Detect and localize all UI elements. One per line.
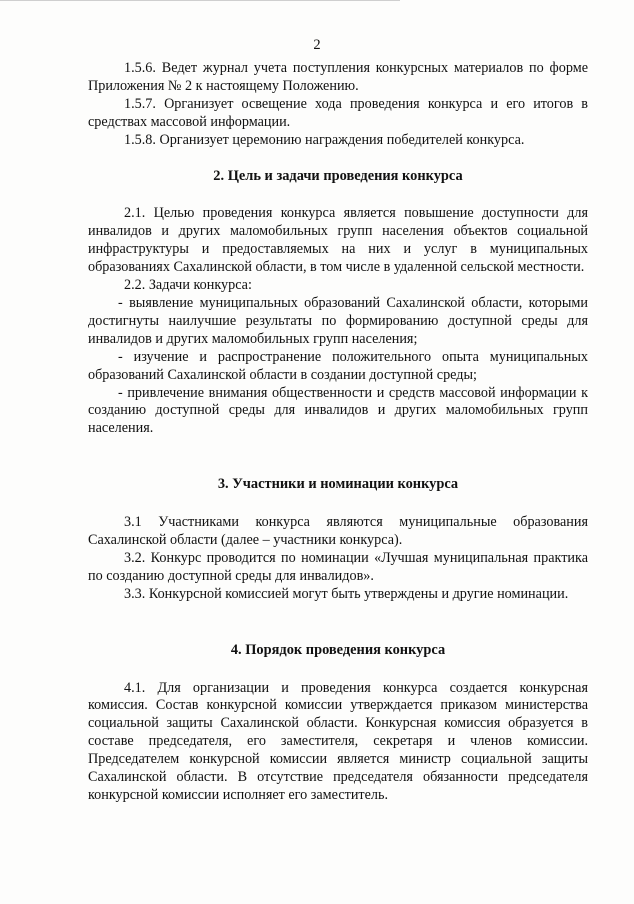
paragraph-3-3: 3.3. Конкурсной комиссией могут быть утверждены и другие номинации. bbox=[124, 585, 569, 602]
page-number: 2 bbox=[313, 37, 321, 53]
task-item-1: - выявление муниципальных образований Сахалинской области, которыми достигнуты наилучшие результаты по формированию доступной среды для инвалидов и других маломобильных групп населения; bbox=[88, 294, 588, 347]
scan-edge-line bbox=[0, 0, 400, 1]
document-body bbox=[88, 60, 588, 805]
paragraph-1-5-6: 1.5.6. Ведет журнал учета поступления конкурсных материалов по форме Приложения № 2 к настоящему Положению. bbox=[88, 60, 588, 94]
paragraph-3-1: 3.1 Участниками конкурса являются муниципальные образования Сахалинской области (далее – участники конкурса). bbox=[88, 514, 588, 549]
paragraph-2-1: 2.1. Целью проведения конкурса является повышение доступности для инвалидов и других маломобильных групп населения объектов социальной инфраструктуры и предоставляемых на них и услуг в муниципальных образованиях Сахалинской области, в том числе в удаленной сельской местности. bbox=[88, 205, 588, 276]
section-2-heading: 2. Цель и задачи проведения конкурса bbox=[213, 167, 463, 184]
section-4-heading: 4. Порядок проведения конкурса bbox=[230, 641, 446, 658]
paragraph-4-1: 4.1. Для организации и проведения конкурса создается конкурсная комиссия. Состав конкурсной комиссии утверждается приказом министерства социальной защиты Сахалинской области. Конкурсная комиссия образуется в составе председателя, его заместителя, секретаря и членов комиссии. Председателем конкурсной комиссии является министр социальной защиты Сахалинской области. В отсутствие председателя обязанности председателя конкурсной комиссии исполняет его заместитель. bbox=[88, 679, 588, 803]
task-item-3: - привлечение внимания общественности и средств массовой информации к созданию доступной среды для инвалидов и других маломобильных групп населения. bbox=[88, 384, 588, 437]
paragraph-2-2: 2.2. Задачи конкурса: bbox=[124, 277, 252, 294]
section-3-heading: 3. Участники и номинации конкурса bbox=[217, 476, 459, 493]
paragraph-1-5-7: 1.5.7. Организует освещение хода проведения конкурса и его итогов в средствах массовой информации. bbox=[88, 95, 588, 130]
paragraph-3-2: 3.2. Конкурс проводится по номинации «Лучшая муниципальная практика по созданию доступной среды для инвалидов». bbox=[88, 549, 588, 584]
task-item-2: - изучение и распространение положительного опыта муниципальных образований Сахалинской области в создании доступной среды; bbox=[88, 348, 588, 383]
paragraph-1-5-8: 1.5.8. Организует церемонию награждения победителей конкурса. bbox=[124, 131, 525, 148]
